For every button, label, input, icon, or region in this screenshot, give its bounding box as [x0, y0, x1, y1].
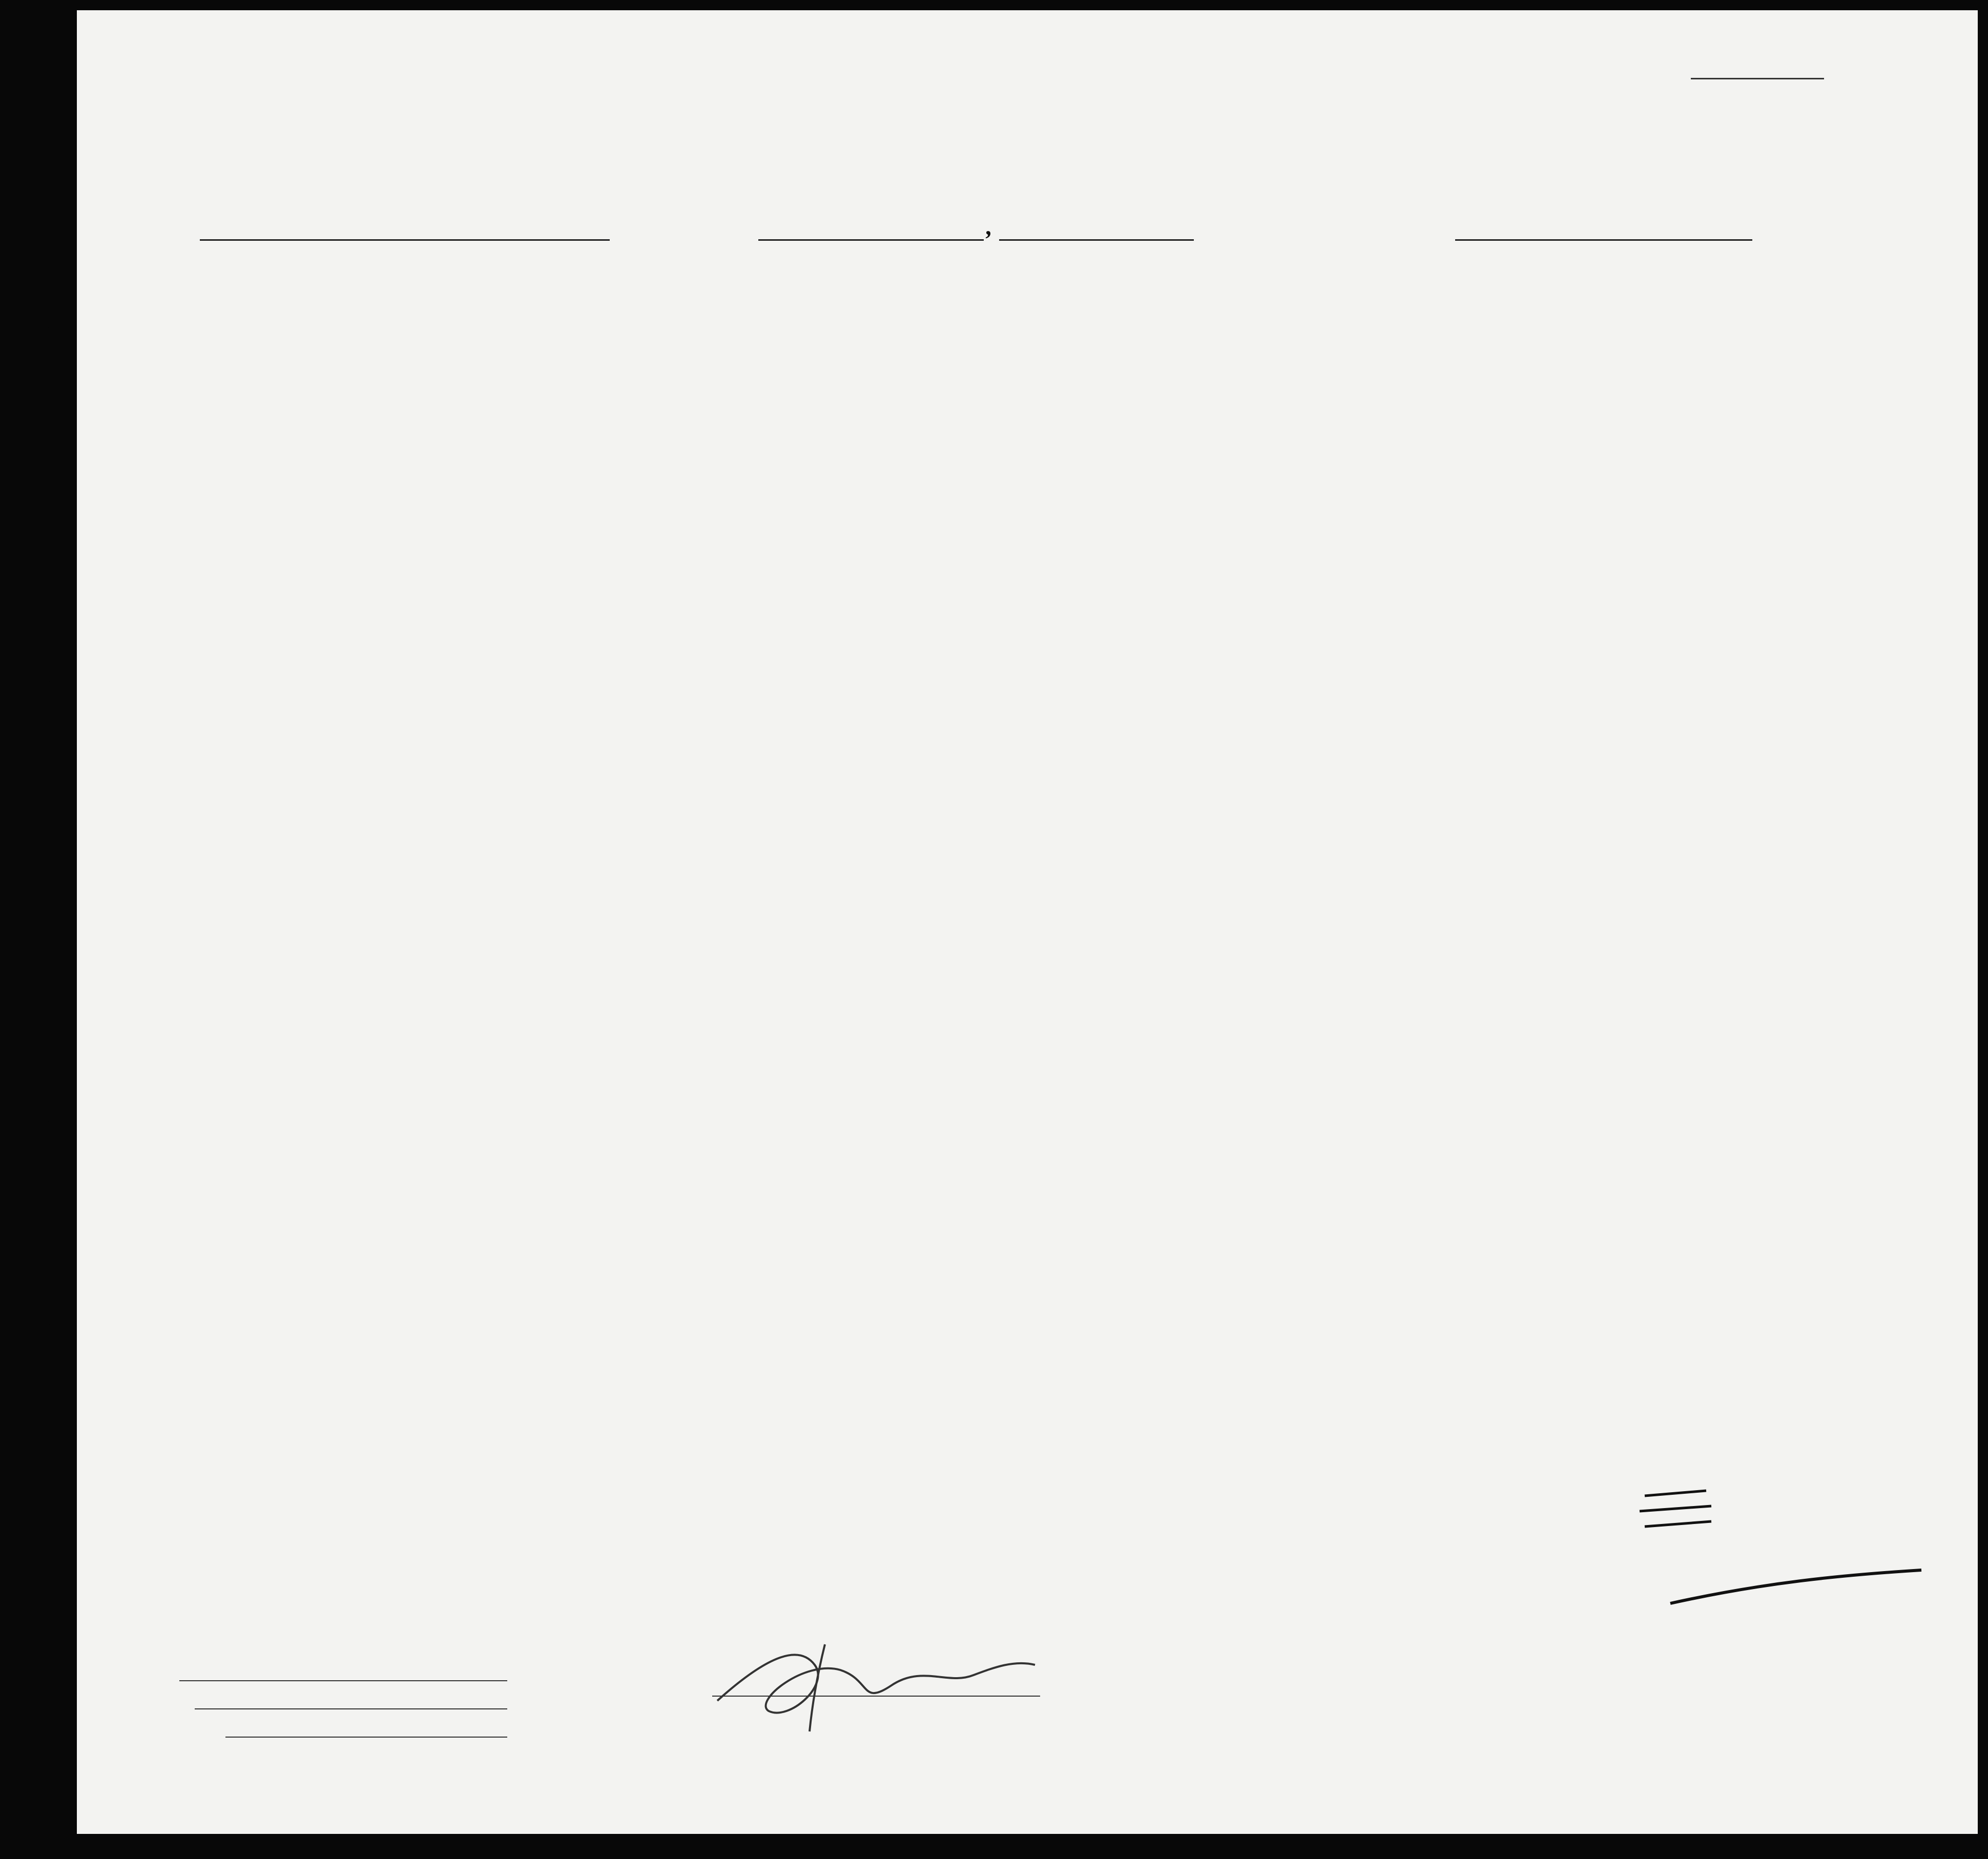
line-underline — [179, 1680, 507, 1681]
binder-hole — [43, 1147, 64, 1169]
owners-underline — [195, 1708, 507, 1709]
vessel-line — [123, 213, 1773, 248]
agents-underline — [225, 1737, 507, 1738]
binder-hole — [43, 1255, 64, 1277]
binder-hole — [43, 581, 64, 603]
date-underline — [999, 239, 1194, 241]
binder-hole — [43, 661, 64, 682]
inspector-signature — [707, 1624, 1066, 1737]
binder-hole — [43, 1304, 64, 1325]
comma: , — [986, 213, 992, 240]
from-underline — [1455, 239, 1752, 241]
sheet-number-line — [1691, 78, 1824, 79]
binder-hole — [43, 307, 64, 329]
binder-hole — [43, 1101, 64, 1123]
vessel-underline — [200, 239, 610, 241]
crew-table — [138, 248, 1911, 1621]
manifest-sheet — [77, 10, 1978, 1834]
tally-marks — [1634, 1480, 1942, 1614]
binder-hole — [43, 225, 64, 247]
arriving-underline — [758, 239, 984, 241]
